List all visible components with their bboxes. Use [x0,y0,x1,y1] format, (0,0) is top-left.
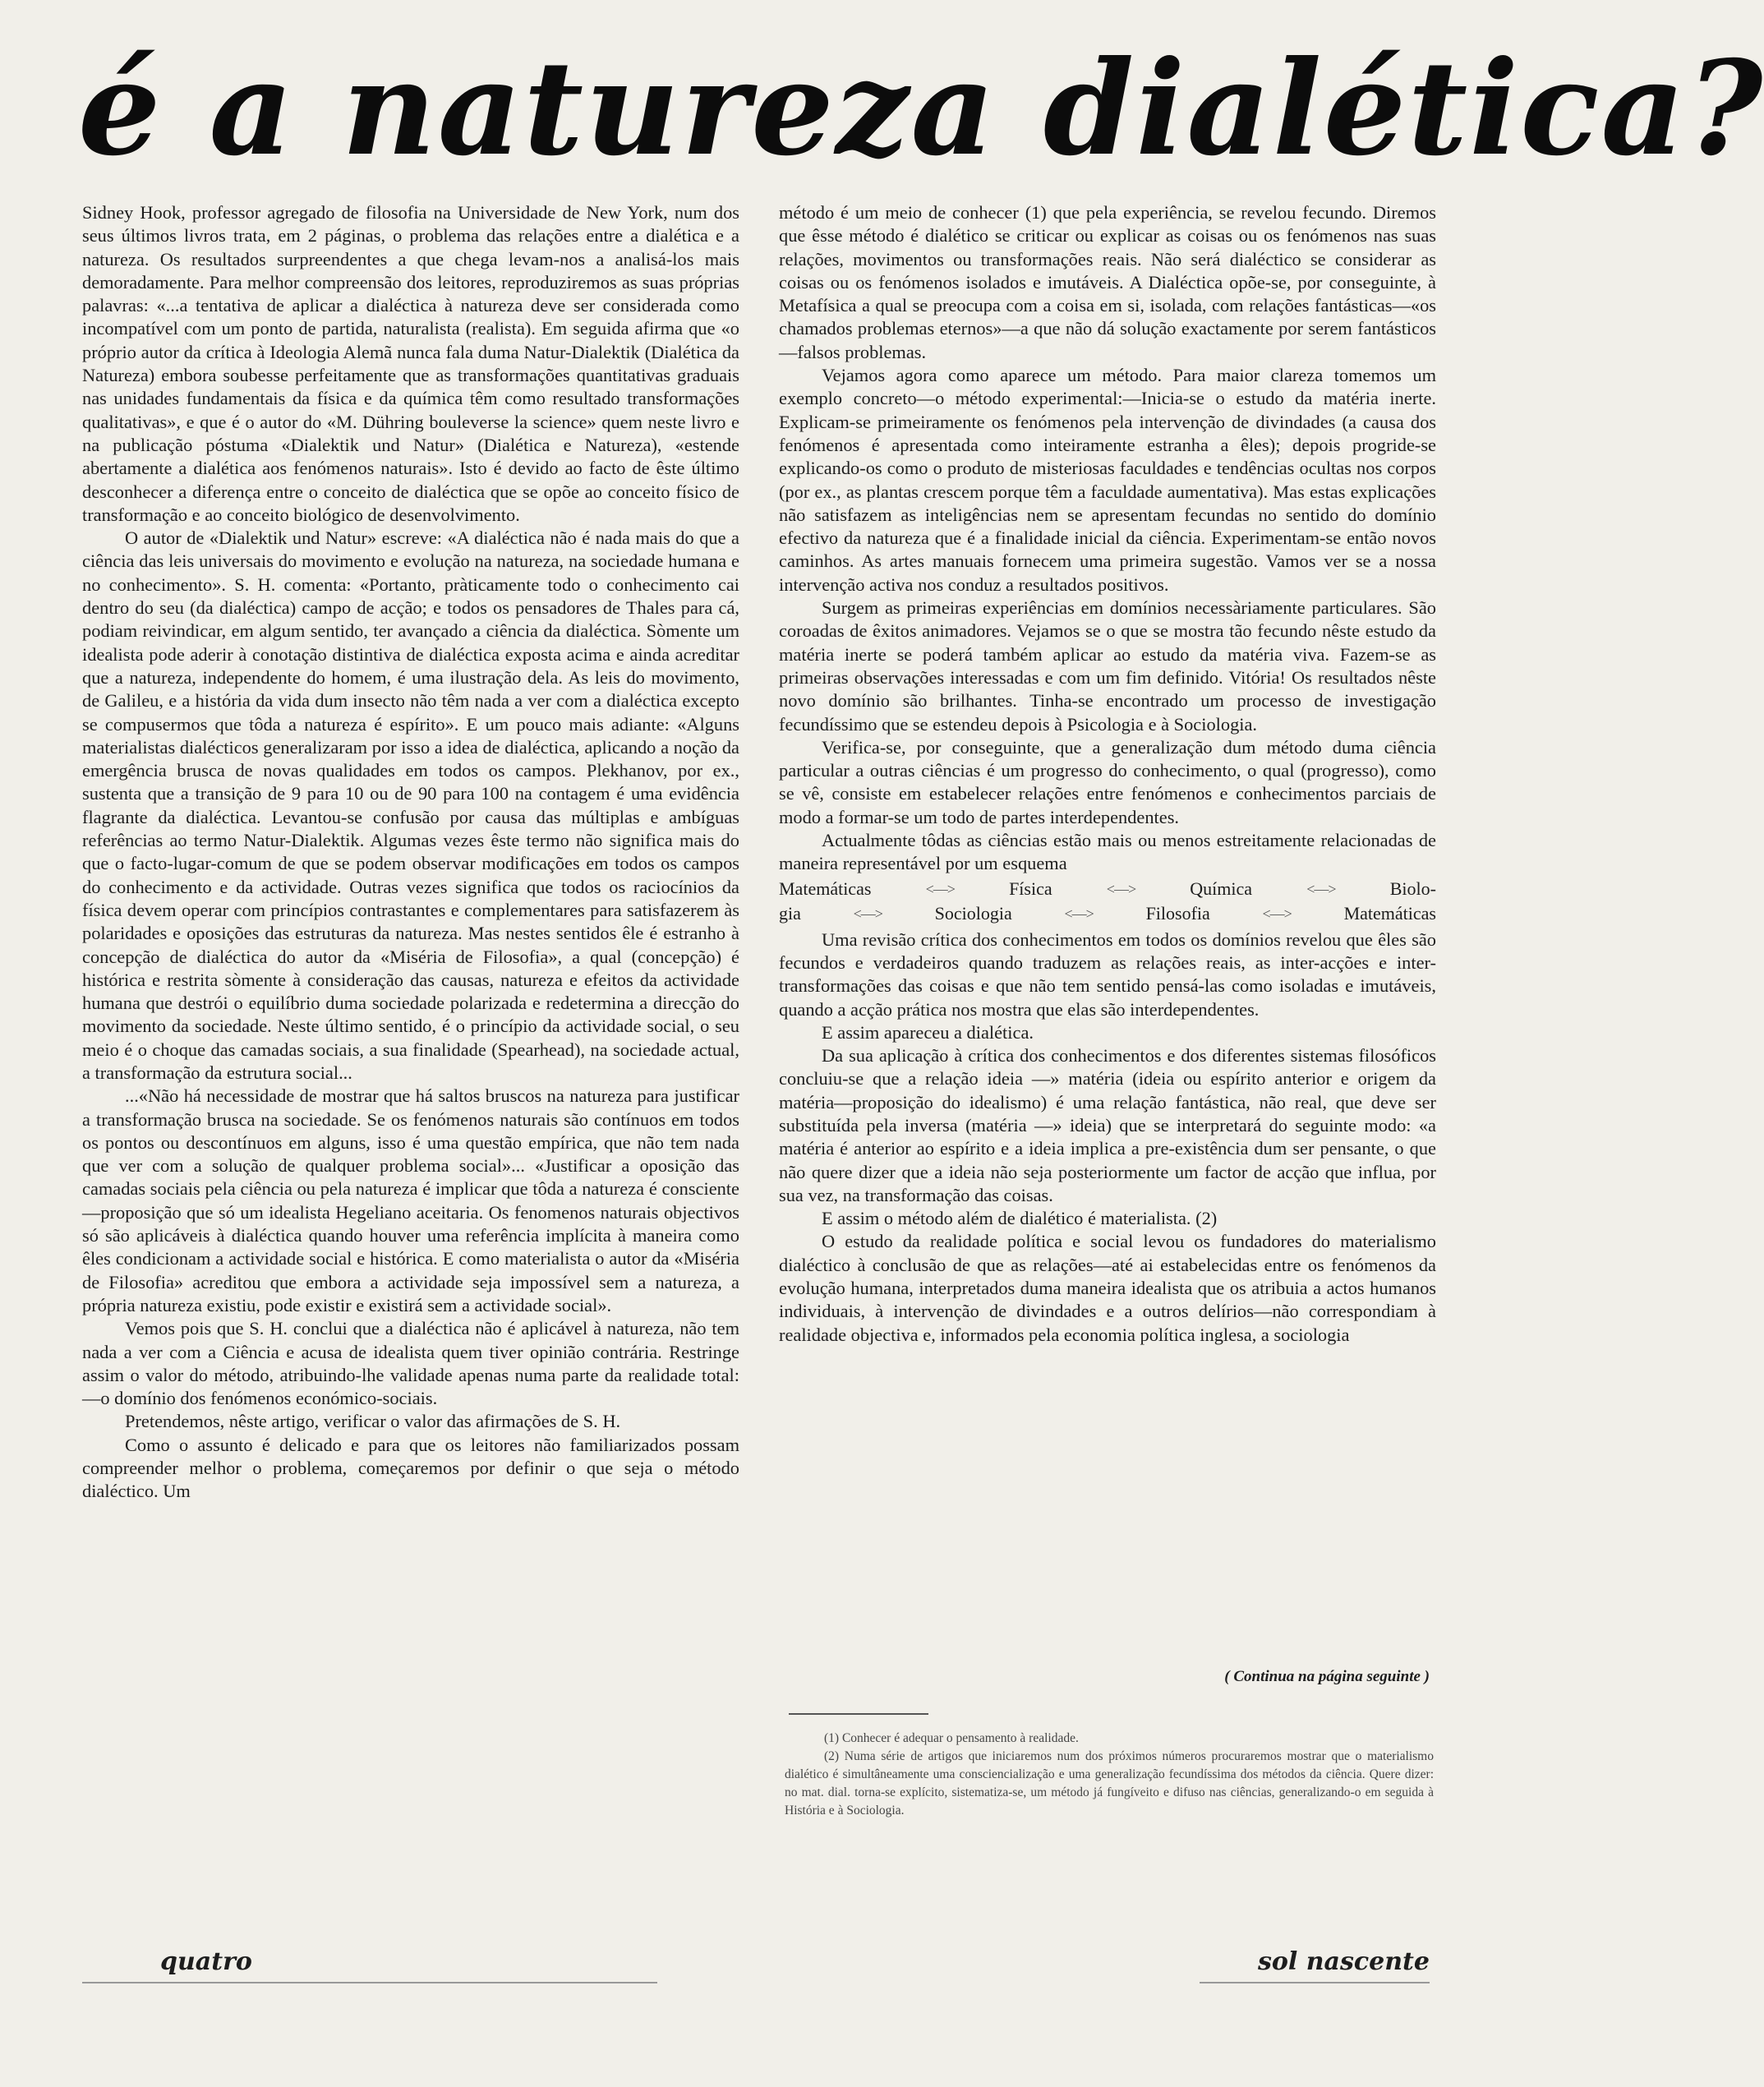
schema-term: Química [1190,878,1253,899]
paragraph: Actualmente tôdas as ciências estão mais ou menos estreitamente relacionadas de maneira representável por um esquema [779,830,1436,874]
footnote: (2) Numa série de artigos que iniciaremos num dos próximos números procuraremos mostrar que o materialismo dialético é simultâneamente uma consciencialização e uma generalização fecundíssima dos métodos da ciência. Quere dizer: no mat. dial. torna-se explícito, sistematiza-se, um método já fungíveito e difuso nas ciências, generalizando-o em seguida à História e à Sociologia. [785,1749,1434,1817]
footnote: (1) Conhecer é adequar o pensamento à realidade. [824,1731,1079,1745]
schema-term: gia [779,902,801,924]
schema-term: Sociologia [934,902,1012,924]
science-schema [779,878,1436,925]
schema-arrow: <—> [1106,880,1136,897]
paragraph: E assim apareceu a dialética. [822,1021,1034,1043]
paragraph: método é um meio de conhecer (1) que pela experiência, se revelou fecundo. Diremos que êsse método é dialético se criticar ou explicar as coisas ou os fenómenos nas suas relações, movimentos ou transformações reais. Não será dialéctico se considerar as coisas ou os fenómenos isolados e imutáveis. A Dialéctica opõe-se, por conseguinte, à Metafísica a qual se preocupa com a coisa em si, isolada, com relações fantásticas—«os chamados problemas eternos»—a que não dá solução exactamente por serem fantásticos—falsos problemas. [779,202,1436,362]
paragraph: O estudo da realidade política e social levou os fundadores do materialismo dialéctico à conclusão de que as relações—até ai estabelecidas entre os fenómenos da evolução humana, interpretados duma maneira idealista que os atribuia a actos humanos individuais, à intervenção de divindades e a outros delírios—não correspondiam à realidade objectiva e, informados pela economia política inglesa, a sociologia [779,1231,1436,1345]
footnotes [785,1730,1434,1820]
schema-term: Matemáticas [1343,902,1436,924]
right-column [779,201,1436,1656]
schema-term: Biolo- [1389,878,1436,899]
page-number: quatro [160,1947,252,1976]
left-column [82,201,739,1779]
paragraph: Vemos pois que S. H. conclui que a dialéctica não é aplicável à natureza, não tem nada a ver com a Ciência e acusa de idealista quem tiver opinião contrária. Restringe assim o valor do método, atribuindo-lhe validade apenas numa parte da realidade total:—o domínio dos fenómenos económico-sociais. [82,1318,739,1409]
schema-arrow: <—> [1306,880,1336,897]
footer-divider-right [1200,1982,1430,1983]
schema-line-1 [779,878,1436,901]
headline: é a natureza dialética? [78,33,1764,185]
continued-note: ( Continua na página seguinte ) [1224,1668,1430,1685]
schema-arrow: <—> [1262,905,1292,922]
publication-name: sol nascente [1258,1947,1430,1976]
paragraph: Surgem as primeiras experiências em domínios necessàriamente particulares. São coroadas de êxitos animadores. Vejamos se o que se mostra tão fecundo nêste estudo da matéria inerte se poderá também aplicar ao estudo da matéria viva. Fazem-se as primeiras observações interessadas e com um fim definido. Vitória! Os resultados nêste novo domínio são brilhantes. Tinha-se encontrado um processo de investigação fecundíssimo que se estendeu depois à Psicologia e à Sociologia. [779,597,1436,735]
schema-line-2 [779,902,1436,925]
paragraph: Verifica-se, por conseguinte, que a generalização dum método duma ciência particular a outras ciências é um progresso do conhecimento, o qual (progresso), como se vê, consiste em estabelecer relações entre fenómenos e conhecimentos parciais de modo a formar-se um todo de partes interdependentes. [779,736,1436,827]
paragraph: O autor de «Dialektik und Natur» escreve: «A dialéctica não é nada mais do que a ciência das leis universais do movimento e evolução na natureza, na sociedade humana e no conhecimento». S. H. comenta: «Portanto, pràticamente todo o conhecimento cai dentro do seu (da dialéctica) campo de acção; e todos os pensadores de Thales para cá, podiam reivindicar, em algum sentido, ter avançado a ciência da dialéctica. Sòmente um idealista pode aderir à conotação distintiva de dialéctica exposta acima e ainda acreditar que a natureza, independente do homem, é uma ilustração dela. As leis do movimento, de Galileu, e a história da vida dum insecto não têm nada a ver com a dialéctica excepto se compusermos que tôda a natureza é espírito». E um pouco mais adiante: «Alguns materialistas dialécticos generalizaram por isso a idea de dialéctica, aplicando a noção da emergência brusca de novas qualidades em todos os campos. Plekhanov, por ex., sustenta que a transição de 9 para 10 ou de 90 para 100 na contagem é uma evidência flagrante da dialéctica. Levantou-se confusão por causa das múltiplas e ambíguas referências ao termo Natur-Dialektik. Algumas vezes êste termo não significa mais do que o facto-lugar-comum de que se podem observar modificações em todos os campos do conhecimento e da actividade. Outras vezes significa que todos os raciocínios da física devem operar com princípios contrastantes e complementares para satisfazerem às polaridades e oposições das estruturas da natureza. Mas nestes sentidos êle é estranho à concepção de dialéctica do autor da «Miséria de Filosofia», a qual (concepção) é histórica e restrita sòmente à consideração das causas, natureza e efeitos da actividade humana que destrói o equilíbrio duma sociedade polarizada e redetermina a direcção do movimento da sociedade. Neste último sentido, é o princípio da actividade social, o seu meio é o choque das camadas sociais, a sua finalidade (Spearhead), na sociedade actual, a transformação da estrutura social... [82,528,739,1083]
schema-arrow: <—> [1064,905,1094,922]
paragraph: Sidney Hook, professor agregado de filosofia na Universidade de New York, num dos seus últimos livros trata, em 2 páginas, o problema das relações entre a dialética e a natureza. Os resultados surpreendentes a que chega levam-nos a analisá-los mais demoradamente. Para melhor compreensão dos leitores, reproduziremos as suas próprias palavras: «...a tentativa de aplicar a dialéctica à natureza deve ser considerada como incompatível com um ponto de partida, naturalista (realista). Em seguida afirma que «o próprio autor da crítica à Ideologia Alemã nunca fala duma Natur-Dialektik (Dialética da Natureza) embora soubesse perfeitamente que as transformações quantitativas graduais nas unidades fundamentais da física e da química têm como resultado transformações qualitativas», e que é o autor do «M. Dühring bouleverse la science» quem neste livro e na publicação póstuma «Dialektik und Natur» (Dialética e Natureza), «estende abertamente a dialética aos fenómenos naturais». Isto é devido ao facto de êste último desconhecer a diferença entre o conceito de dialéctica que se opõe ao conceito físico de transformação e ao conceito biológico de desenvolvimento. [82,202,739,525]
paragraph: Uma revisão crítica dos conhecimentos em todos os domínios revelou que êles são fecundos e verdadeiros quando traduzem as relações reais, as inter-acções e inter-transformações das coisas e que não tem sentido pensá-las como isoladas e imutáveis, quando a acção prática nos mostra que elas são interdependentes. [779,928,1436,1020]
schema-term: Filosofia [1145,902,1210,924]
paragraph: Pretendemos, nêste artigo, verificar o valor das afirmações de S. H. [125,1411,621,1432]
paragraph: Vejamos agora como aparece um método. Para maior clareza tomemos um exemplo concreto—o método experimental:—Inicia-se o estudo da matéria inerte. Explicam-se primeiramente os fenómenos pela intervenção de divindades (a causa dos fenómenos é apresentada como inteiramente estranha a êles); depois progride-se explicando-os como o produto de misteriosas faculdades e tendências ocultas nos corpos (por ex., as plantas crescem porque têm a faculdade aumentativa). Mas estas explicações não satisfazem as inteligências nem se apresentam fecundas no sentido do domínio efectivo da natureza que é a finalidade inicial da ciência. Experimentam-se então novos caminhos. As artes manuais fornecem uma primeira sugestão. Vamos ver se a nossa intervenção activa nos conduz a resultados positivos. [779,365,1436,595]
paragraph: ...«Não há necessidade de mostrar que há saltos bruscos na natureza para justificar a transformação brusca na sociedade. Se os fenómenos naturais são contínuos em todos os pontos ou descontínuos em alguns, isso é uma questão empírica, que não tem nada que ver com a solução de qualquer problema social»... «Justificar a oposição das camadas sociais pela ciência ou pela natureza é implicar que tôda a natureza é consciente—proposição que só um idealista Hegeliano aceitaria. Os fenomenos naturais objectivos só são aplicáveis à dialéctica quando houver uma referência implícita à maneira como êles condicionam a actividade social e histórica. E como materialista o autor da «Miséria de Filosofia» acreditou que embora a actividade seja impossível sem a natureza, a própria natureza existiu, pode existir e existirá sem a actividade social». [82,1085,739,1315]
footer-divider-left [82,1982,657,1983]
schema-arrow: <—> [925,880,955,897]
schema-arrow: <—> [853,905,882,922]
paragraph: Da sua aplicação à crítica dos conhecimentos e dos diferentes sistemas filosóficos concluiu-se que a relação ideia —» matéria (ideia ou espírito anterior e origem da matéria—proposição do idealismo) é uma relação fantástica, não real, que deve ser substituída pela inversa (matéria —» ideia) que se interpretará do seguinte modo: «a matéria é anterior ao espírito e a ideia implica a pre-existência dum ser pensante, o que não quere dizer que a ideia não seja posteriormente um factor de acção que influa, por sua vez, na transformação das coisas. [779,1045,1436,1205]
paragraph: E assim o método além de dialético é materialista. (2) [822,1208,1218,1229]
schema-term: Física [1009,878,1052,899]
schema-term: Matemáticas [779,878,872,899]
paragraph: Como o assunto é delicado e para que os leitores não familiarizados possam compreender melhor o problema, começaremos por definir o que seja o método dialéctico. Um [82,1434,739,1502]
footnote-divider [789,1713,928,1715]
